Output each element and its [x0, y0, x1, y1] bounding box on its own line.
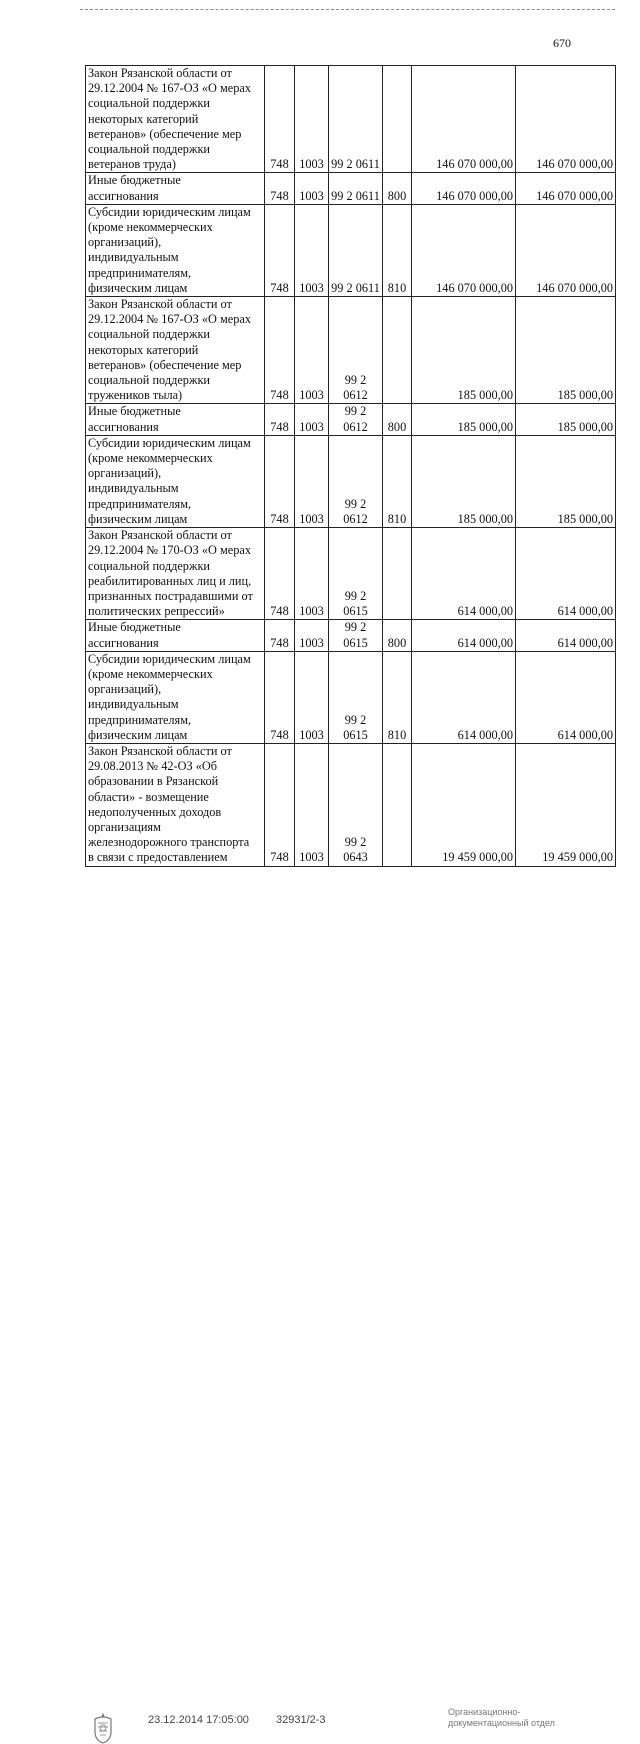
description-line: в связи с предоставлением: [88, 850, 228, 865]
row-description: [86, 66, 265, 173]
expense-type-code: 800: [383, 404, 412, 435]
section-code: 1003: [295, 435, 329, 527]
description-line: Иные бюджетные: [88, 620, 181, 635]
description-line: Закон Рязанской области от: [88, 528, 232, 543]
expense-type-code: 800: [383, 173, 412, 204]
description-line: индивидуальным: [88, 481, 179, 496]
description-line: (кроме некоммерческих: [88, 666, 213, 681]
expense-type-code: [383, 66, 412, 173]
table-row: [86, 435, 616, 527]
footer-department-note: [448, 1707, 555, 1729]
amount-2016: 185 000,00: [516, 297, 616, 404]
amount-2015: 146 070 000,00: [412, 66, 516, 173]
description-line: области» - возмещение: [88, 789, 209, 804]
expense-type-code: [383, 743, 412, 866]
amount-2016: 146 070 000,00: [516, 204, 616, 296]
table-row: [86, 651, 616, 743]
row-description: [86, 528, 265, 620]
page-footer: [0, 855, 640, 1728]
page-number: 670: [553, 36, 571, 50]
row-description: [86, 404, 265, 435]
description-line: социальной поддержки: [88, 327, 211, 342]
target-article-code: 99 2 0612: [329, 404, 383, 435]
target-article-code: 99 2 0611: [329, 204, 383, 296]
description-line: ассигнования: [88, 188, 159, 203]
description-line: ветеранов» (обеспечение мер: [88, 126, 242, 141]
description-line: недополученных доходов: [88, 804, 222, 819]
ministry-code: 748: [265, 651, 295, 743]
description-line: ассигнования: [88, 419, 159, 434]
amount-2015: 614 000,00: [412, 620, 516, 651]
table-row: [86, 66, 616, 173]
amount-2016: 614 000,00: [516, 651, 616, 743]
description-line: 29.12.2004 № 170-ОЗ «О мерах: [88, 543, 251, 558]
ministry-code: 748: [265, 204, 295, 296]
expense-type-code: [383, 528, 412, 620]
target-article-code: 99 2 0643: [329, 743, 383, 866]
description-line: организаций),: [88, 235, 162, 250]
description-line: Субсидии юридическим лицам: [88, 204, 251, 219]
target-article-code: 99 2 0615: [329, 620, 383, 651]
amount-2015: 146 070 000,00: [412, 204, 516, 296]
amount-2015: 614 000,00: [412, 651, 516, 743]
description-line: физическим лицам: [88, 727, 188, 742]
description-line: социальной поддержки: [88, 373, 211, 388]
description-line: (кроме некоммерческих: [88, 220, 213, 235]
target-article-code: 99 2 0611: [329, 66, 383, 173]
section-code: 1003: [295, 528, 329, 620]
footer-timestamp: 23.12.2014 17:05:00: [148, 1714, 249, 1726]
table-row: [86, 297, 616, 404]
footer-doc-id: 32931/2-3: [276, 1714, 326, 1726]
amount-2016: 146 070 000,00: [516, 173, 616, 204]
row-description: [86, 204, 265, 296]
amount-2015: 19 459 000,00: [412, 743, 516, 866]
description-line: 29.08.2013 № 42-ОЗ «Об: [88, 759, 218, 774]
table-row: [86, 204, 616, 296]
footer-note-line: Организационно-: [448, 1707, 521, 1717]
table-row: [86, 404, 616, 435]
ministry-code: 748: [265, 528, 295, 620]
amount-2015: 614 000,00: [412, 528, 516, 620]
description-line: организаций),: [88, 682, 162, 697]
description-line: Закон Рязанской области от: [88, 297, 232, 312]
amount-2015: 185 000,00: [412, 435, 516, 527]
section-code: 1003: [295, 651, 329, 743]
footer-note-line: документационный отдел: [448, 1718, 555, 1728]
target-article-code: 99 2 0615: [329, 651, 383, 743]
description-line: социальной поддержки: [88, 142, 211, 157]
scan-edge-line: [80, 9, 615, 10]
description-line: физическим лицам: [88, 280, 188, 295]
description-line: признанных пострадавшими от: [88, 588, 253, 603]
amount-2016: 146 070 000,00: [516, 66, 616, 173]
ministry-code: 748: [265, 66, 295, 173]
description-line: некоторых категорий: [88, 111, 199, 126]
description-line: 29.12.2004 № 167-ОЗ «О мерах: [88, 312, 251, 327]
description-line: социальной поддержки: [88, 558, 211, 573]
description-line: индивидуальным: [88, 250, 179, 265]
section-code: 1003: [295, 173, 329, 204]
description-line: физическим лицам: [88, 511, 188, 526]
ministry-code: 748: [265, 743, 295, 866]
description-line: ассигнования: [88, 635, 159, 650]
description-line: Закон Рязанской области от: [88, 743, 232, 758]
budget-table: [85, 65, 616, 867]
row-description: [86, 435, 265, 527]
target-article-code: 99 2 0612: [329, 435, 383, 527]
description-line: политических репрессий»: [88, 604, 225, 619]
section-code: 1003: [295, 404, 329, 435]
description-line: предпринимателям,: [88, 712, 192, 727]
description-line: предпринимателям,: [88, 265, 192, 280]
row-description: [86, 297, 265, 404]
amount-2015: 185 000,00: [412, 297, 516, 404]
description-line: предпринимателям,: [88, 496, 192, 511]
description-line: ветеранов труда): [88, 157, 176, 172]
expense-type-code: 810: [383, 435, 412, 527]
description-line: ветеранов» (обеспечение мер: [88, 357, 242, 372]
ministry-code: 748: [265, 435, 295, 527]
description-line: Закон Рязанской области от: [88, 66, 232, 80]
description-line: Иные бюджетные: [88, 404, 181, 419]
description-line: тружеников тыла): [88, 388, 183, 403]
target-article-code: 99 2 0612: [329, 297, 383, 404]
coat-of-arms-icon: [92, 1712, 114, 1744]
ministry-code: 748: [265, 620, 295, 651]
ministry-code: 748: [265, 173, 295, 204]
amount-2016: 19 459 000,00: [516, 743, 616, 866]
description-line: образовании в Рязанской: [88, 774, 219, 789]
description-line: организациям: [88, 819, 161, 834]
row-description: [86, 743, 265, 866]
description-line: реабилитированных лиц и лиц,: [88, 573, 252, 588]
description-line: 29.12.2004 № 167-ОЗ «О мерах: [88, 81, 251, 96]
description-line: Иные бюджетные: [88, 173, 181, 188]
amount-2015: 185 000,00: [412, 404, 516, 435]
table-row: [86, 173, 616, 204]
table-row: [86, 528, 616, 620]
section-code: 1003: [295, 66, 329, 173]
expense-type-code: 810: [383, 204, 412, 296]
row-description: [86, 620, 265, 651]
amount-2016: 614 000,00: [516, 528, 616, 620]
target-article-code: 99 2 0615: [329, 528, 383, 620]
ministry-code: 748: [265, 297, 295, 404]
description-line: (кроме некоммерческих: [88, 451, 213, 466]
description-line: Субсидии юридическим лицам: [88, 435, 251, 450]
description-line: некоторых категорий: [88, 342, 199, 357]
expense-type-code: [383, 297, 412, 404]
amount-2016: 185 000,00: [516, 404, 616, 435]
section-code: 1003: [295, 297, 329, 404]
expense-type-code: 800: [383, 620, 412, 651]
section-code: 1003: [295, 743, 329, 866]
amount-2015: 146 070 000,00: [412, 173, 516, 204]
description-line: социальной поддержки: [88, 96, 211, 111]
section-code: 1003: [295, 620, 329, 651]
row-description: [86, 651, 265, 743]
description-line: Субсидии юридическим лицам: [88, 651, 251, 666]
description-line: организаций),: [88, 466, 162, 481]
description-line: индивидуальным: [88, 697, 179, 712]
target-article-code: 99 2 0611: [329, 173, 383, 204]
table-row: [86, 620, 616, 651]
expense-type-code: 810: [383, 651, 412, 743]
row-description: [86, 173, 265, 204]
section-code: 1003: [295, 204, 329, 296]
table-row: [86, 743, 616, 866]
amount-2016: 614 000,00: [516, 620, 616, 651]
ministry-code: 748: [265, 404, 295, 435]
description-line: железнодорожного транспорта: [88, 835, 250, 850]
amount-2016: 185 000,00: [516, 435, 616, 527]
